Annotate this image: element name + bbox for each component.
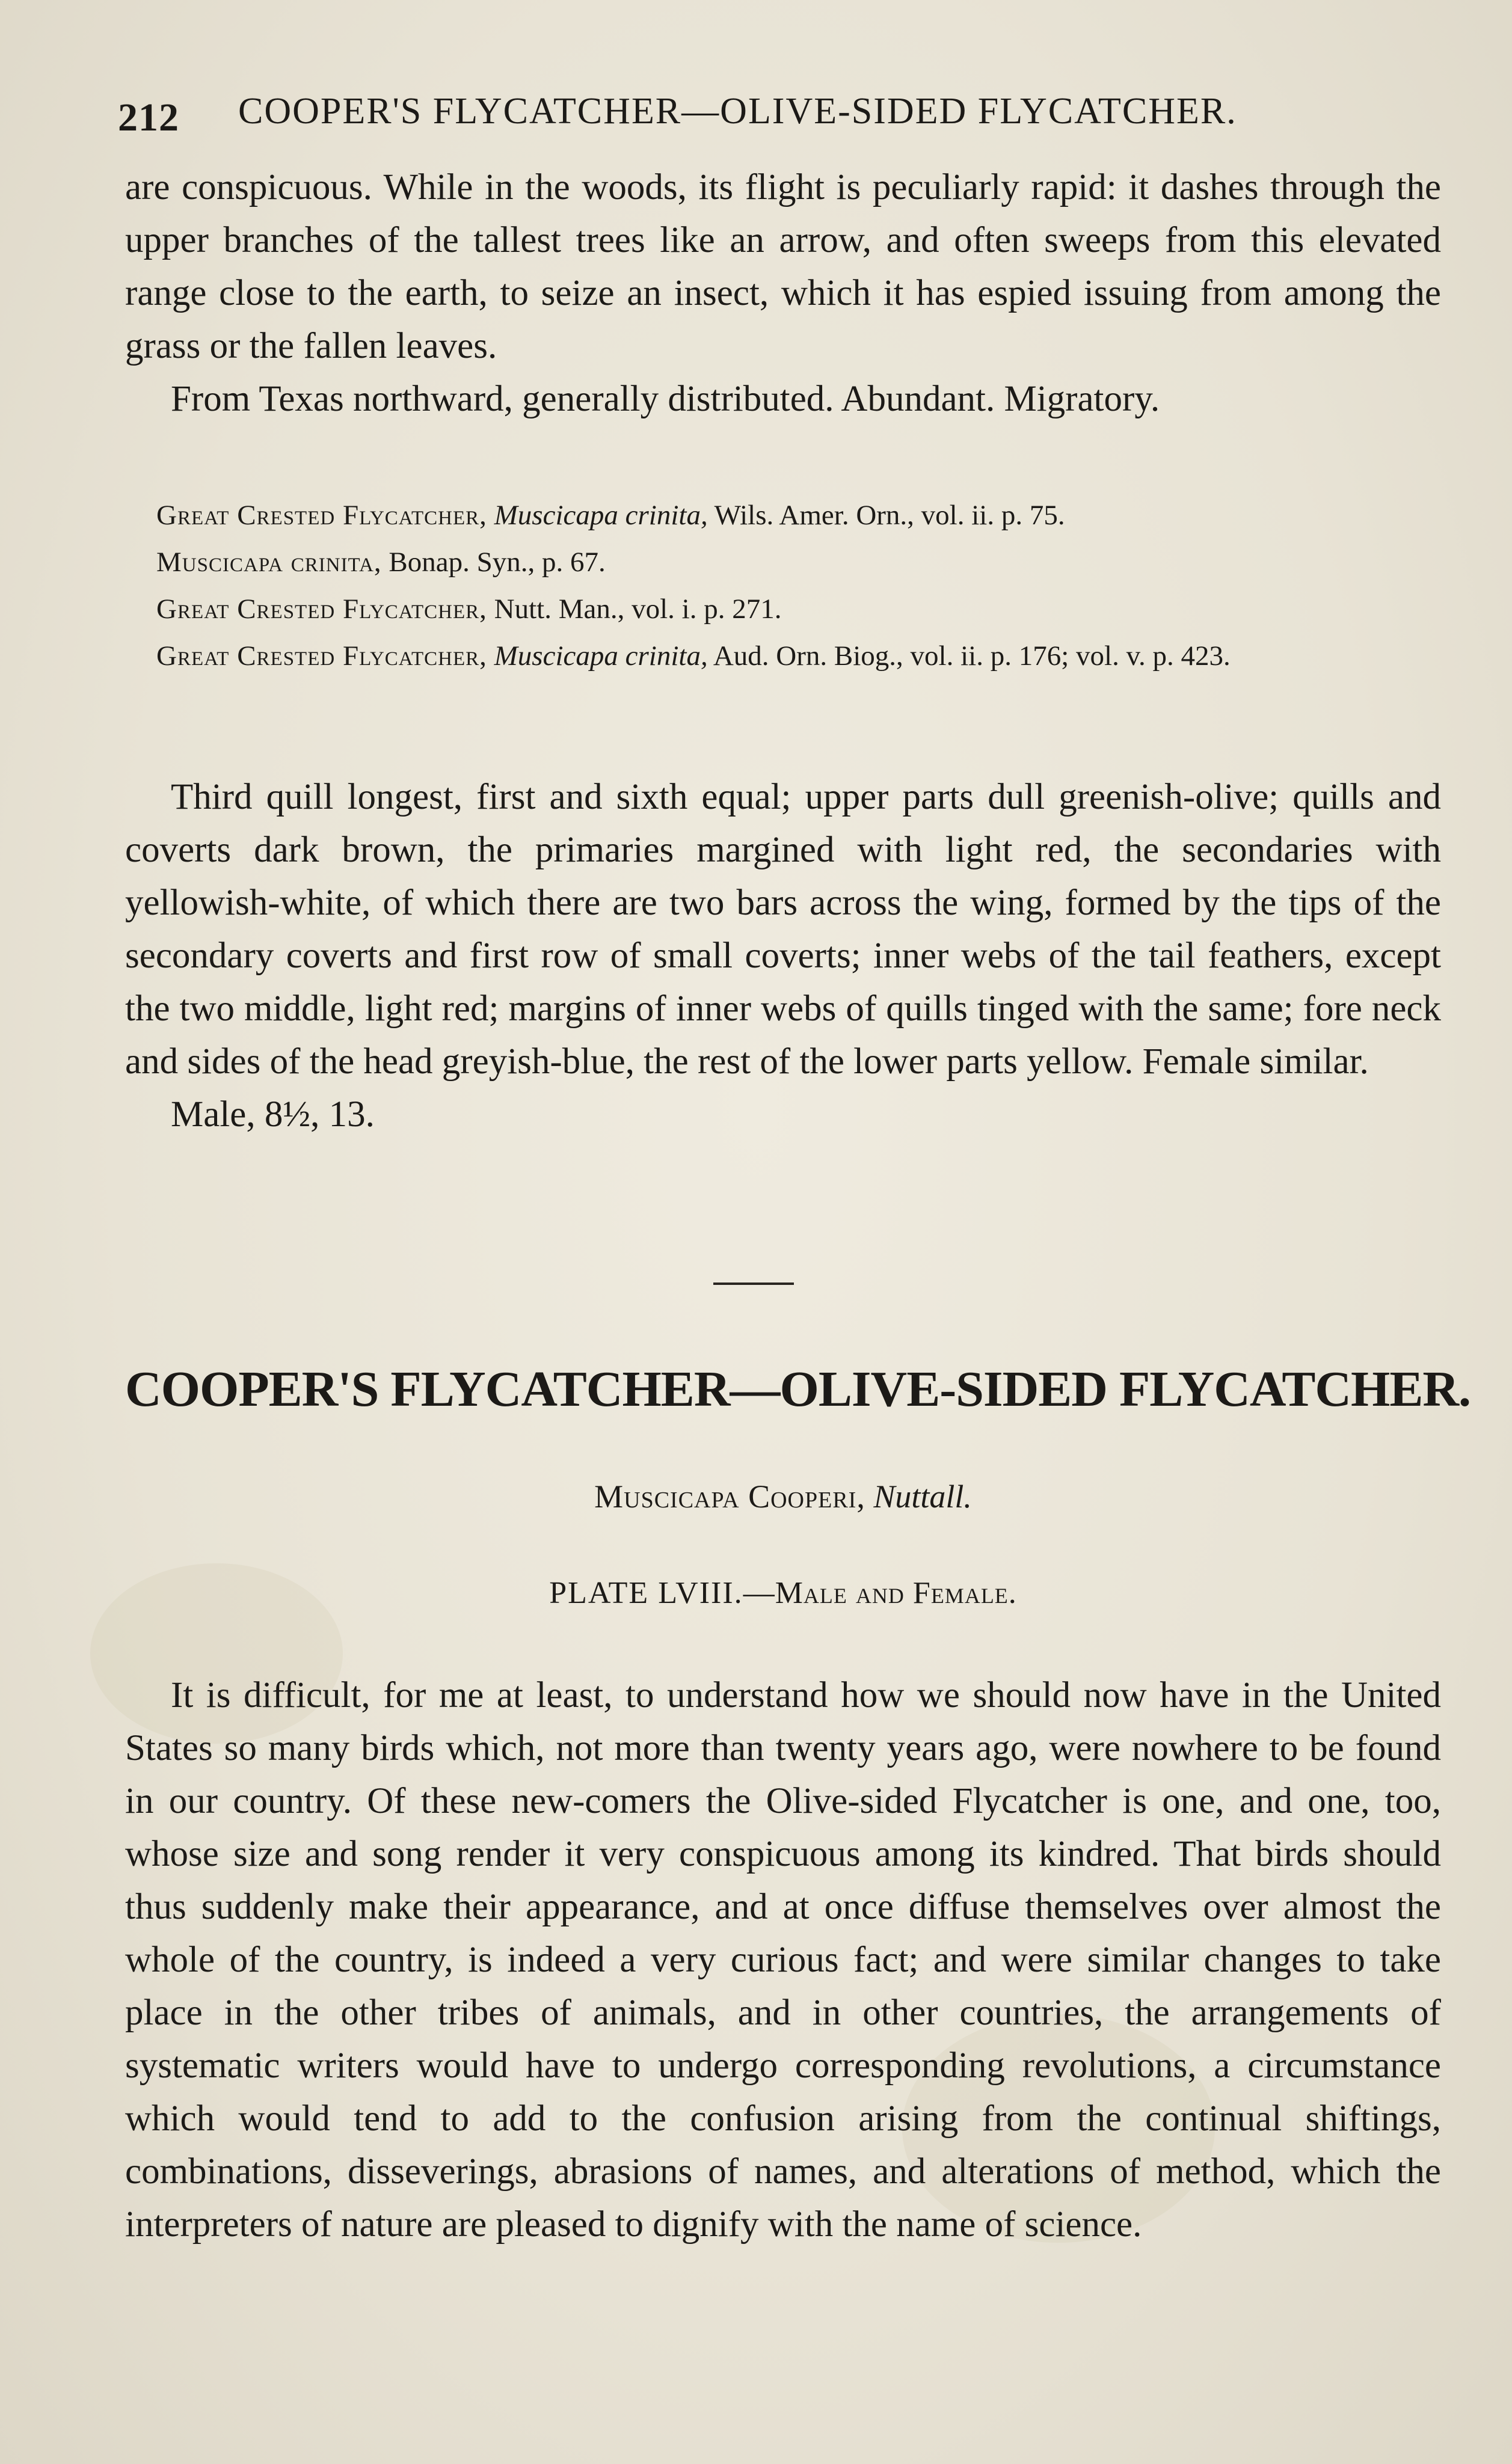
plate-line: [125, 1575, 1441, 1611]
reference-latin: Muscicapa crinita,: [494, 640, 708, 672]
range-paragraph: From Texas northward, generally distributed. Abundant. Migratory.: [171, 379, 1160, 419]
reference-name: Great Crested Flycatcher,: [156, 500, 487, 531]
synonymy-references: [156, 492, 1441, 679]
reference-name: Great Crested Flycatcher,: [156, 593, 487, 625]
section-divider: [713, 1283, 794, 1285]
plate-subject: —Male and Female.: [743, 1576, 1017, 1610]
page-number: 212: [118, 96, 179, 139]
description-paragraph: Third quill longest, first and sixth equal; upper parts dull greenish-olive; quills and coverts dark brown, the primaries margined with light red, the secondaries with yellowish-white, of which there are two bars across the wing, formed by the tips of the secondary coverts and first row of small coverts; inner webs of the tail feathers, except the two middle, light red; margins of inner webs of quills tinged with the same; fore neck and sides of the head greyish-blue, the rest of the lower parts yellow. Female similar.: [125, 777, 1441, 1082]
plate-label: PLATE LVIII.: [549, 1576, 743, 1610]
opening-paragraph: are conspicuous. While in the woods, its flight is peculiarly rapid: it dashes through the upper branches of the tallest trees like an arrow, and often sweeps from this elevated range close to the earth, to seize an insect, which it has espied issuing from among the grass or the fallen leaves.: [125, 167, 1441, 366]
reference-latin: Muscicapa crinita,: [494, 500, 708, 531]
species-name: Muscicapa Cooperi,: [594, 1479, 865, 1515]
description-text: [125, 771, 1441, 1141]
section-title: COOPER'S FLYCATCHER—OLIVE-SIDED FLYCATCHER.: [125, 1361, 1471, 1417]
species-authority: Nuttall.: [873, 1479, 972, 1515]
reference-entry: [156, 586, 1441, 633]
reference-entry: [156, 492, 1441, 539]
body-text: [125, 1669, 1441, 2251]
reference-entry: [156, 633, 1441, 679]
page-header: [118, 90, 1441, 156]
reference-name: Muscicapa crinita,: [156, 547, 382, 578]
reference-source: Aud. Orn. Biog., vol. ii. p. 176; vol. v. p. 423.: [707, 640, 1231, 672]
reference-source: Wils. Amer. Orn., vol. ii. p. 75.: [707, 500, 1065, 531]
measurements: Male, 8½, 13.: [171, 1094, 375, 1135]
reference-entry: [156, 539, 1441, 586]
opening-text: [125, 161, 1441, 426]
reference-source: Bonap. Syn., p. 67.: [381, 547, 606, 578]
running-head: COOPER'S FLYCATCHER—OLIVE-SIDED FLYCATCHER.: [238, 91, 1237, 132]
reference-source: Nutt. Man., vol. i. p. 271.: [487, 593, 782, 625]
reference-name: Great Crested Flycatcher,: [156, 640, 487, 672]
body-paragraph: It is difficult, for me at least, to understand how we should now have in the United States so many birds which, not more than twenty years ago, were nowhere to be found in our country. Of these new-comers the Olive-sided Flycatcher is one, and one, too, whose size and song render it very conspicuous among its kindred. That birds should thus suddenly make their appearance, and at once diffuse themselves over almost the whole of the country, is indeed a very curious fact; and were similar changes to take place in the other tribes of animals, and in other countries, the arrangements of systematic writers would have to undergo corresponding revolutions, a circumstance which would tend to add to the confusion arising from the continual shiftings, combinations, disseverings, abrasions of names, and alterations of method, which the interpreters of nature are pleased to dignify with the name of science.: [125, 1675, 1441, 2245]
species-line: [125, 1478, 1441, 1515]
